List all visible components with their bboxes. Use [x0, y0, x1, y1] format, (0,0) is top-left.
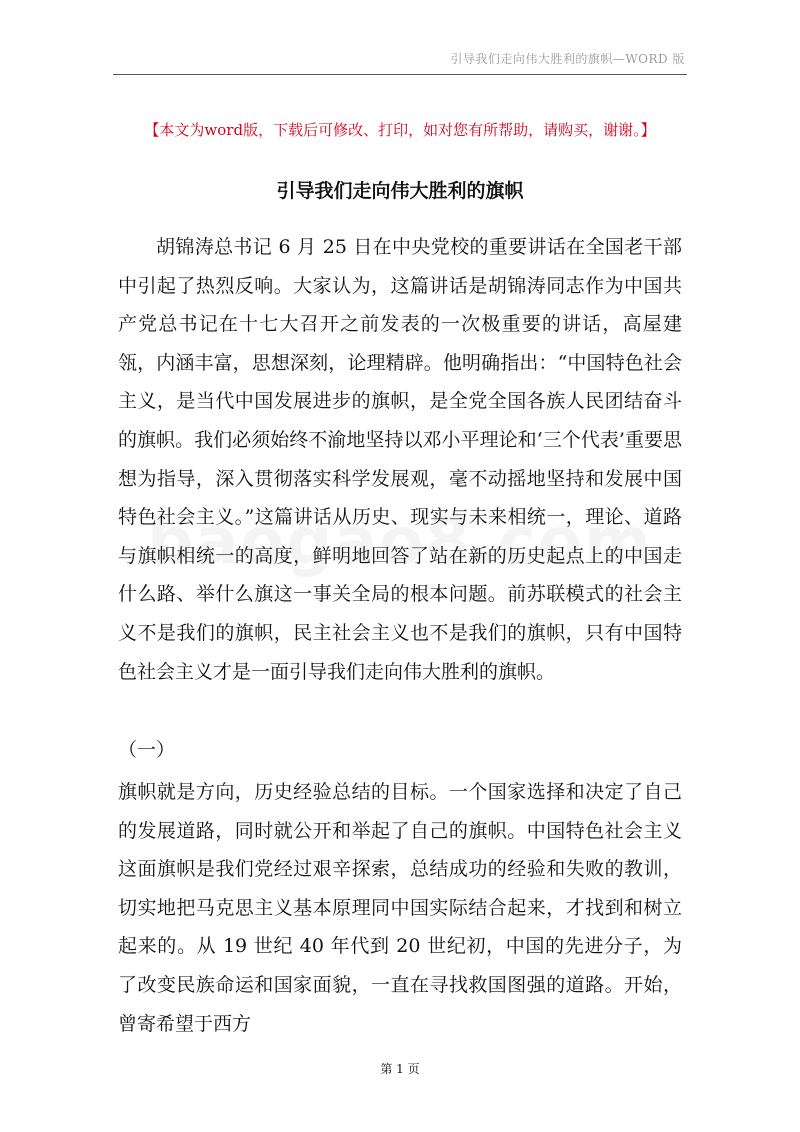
document-title: 引导我们走向伟大胜利的旗帜 [276, 180, 524, 202]
body-paragraph-2: 旗帜就是方向，历史经验总结的目标。一个国家选择和决定了自己的发展道路，同时就公开和举起了自己的旗帜。中国特色社会主义这面旗帜是我们党经过艰辛探索，总结成功的经验和失败的教训，切实地把马克思主义基本原理同中国实际结合起来，才找到和树立起来的。从 19 世纪 40 年代到 20 世纪初，中国的先进分子，为了改变民族命运和国家面貌，一直在寻找救国图强的道路。开始，曾寄希望于西方 [118, 781, 682, 1035]
running-header: 引导我们走向伟大胜利的旗帜—WORD 版 [450, 52, 685, 66]
header-divider [113, 74, 687, 75]
body-paragraph-1: 胡锦涛总书记 6 月 25 日在中央党校的重要讲话在全国老干部中引起了热烈反响。大家认为，这篇讲话是胡锦涛同志作为中国共产党总书记在十七大召开之前发表的一次极重要的讲话，高屋建瓴，内涵丰富，思想深刻，论理精辟。他明确指出：“中国特色社会主义，是当代中国发展进步的旗帜，是全党全国各族人民团结奋斗的旗帜。我们必须始终不渝地坚持以邓小平理论和‘三个代表’重要思想为指导，深入贯彻落实科学发展观，毫不动摇地坚持和发展中国特色社会主义。”这篇讲话从历史、现实与未来相统一，理论、道路与旗帜相统一的高度，鲜明地回答了站在新的历史起点上的中国走什么路、举什么旗这一事关全局的根本问题。前苏联模式的社会主义不是我们的旗帜，民主社会主义也不是我们的旗帜，只有中国特色社会主义才是一面引导我们走向伟大胜利的旗帜。 [118, 236, 682, 683]
section-label: （一） [118, 739, 176, 761]
page-number: 第 1 页 [380, 1062, 420, 1076]
purchase-notice: 【本文为word版，下载后可修改、打印，如对您有所帮助，请购买，谢谢。】 [144, 121, 656, 139]
